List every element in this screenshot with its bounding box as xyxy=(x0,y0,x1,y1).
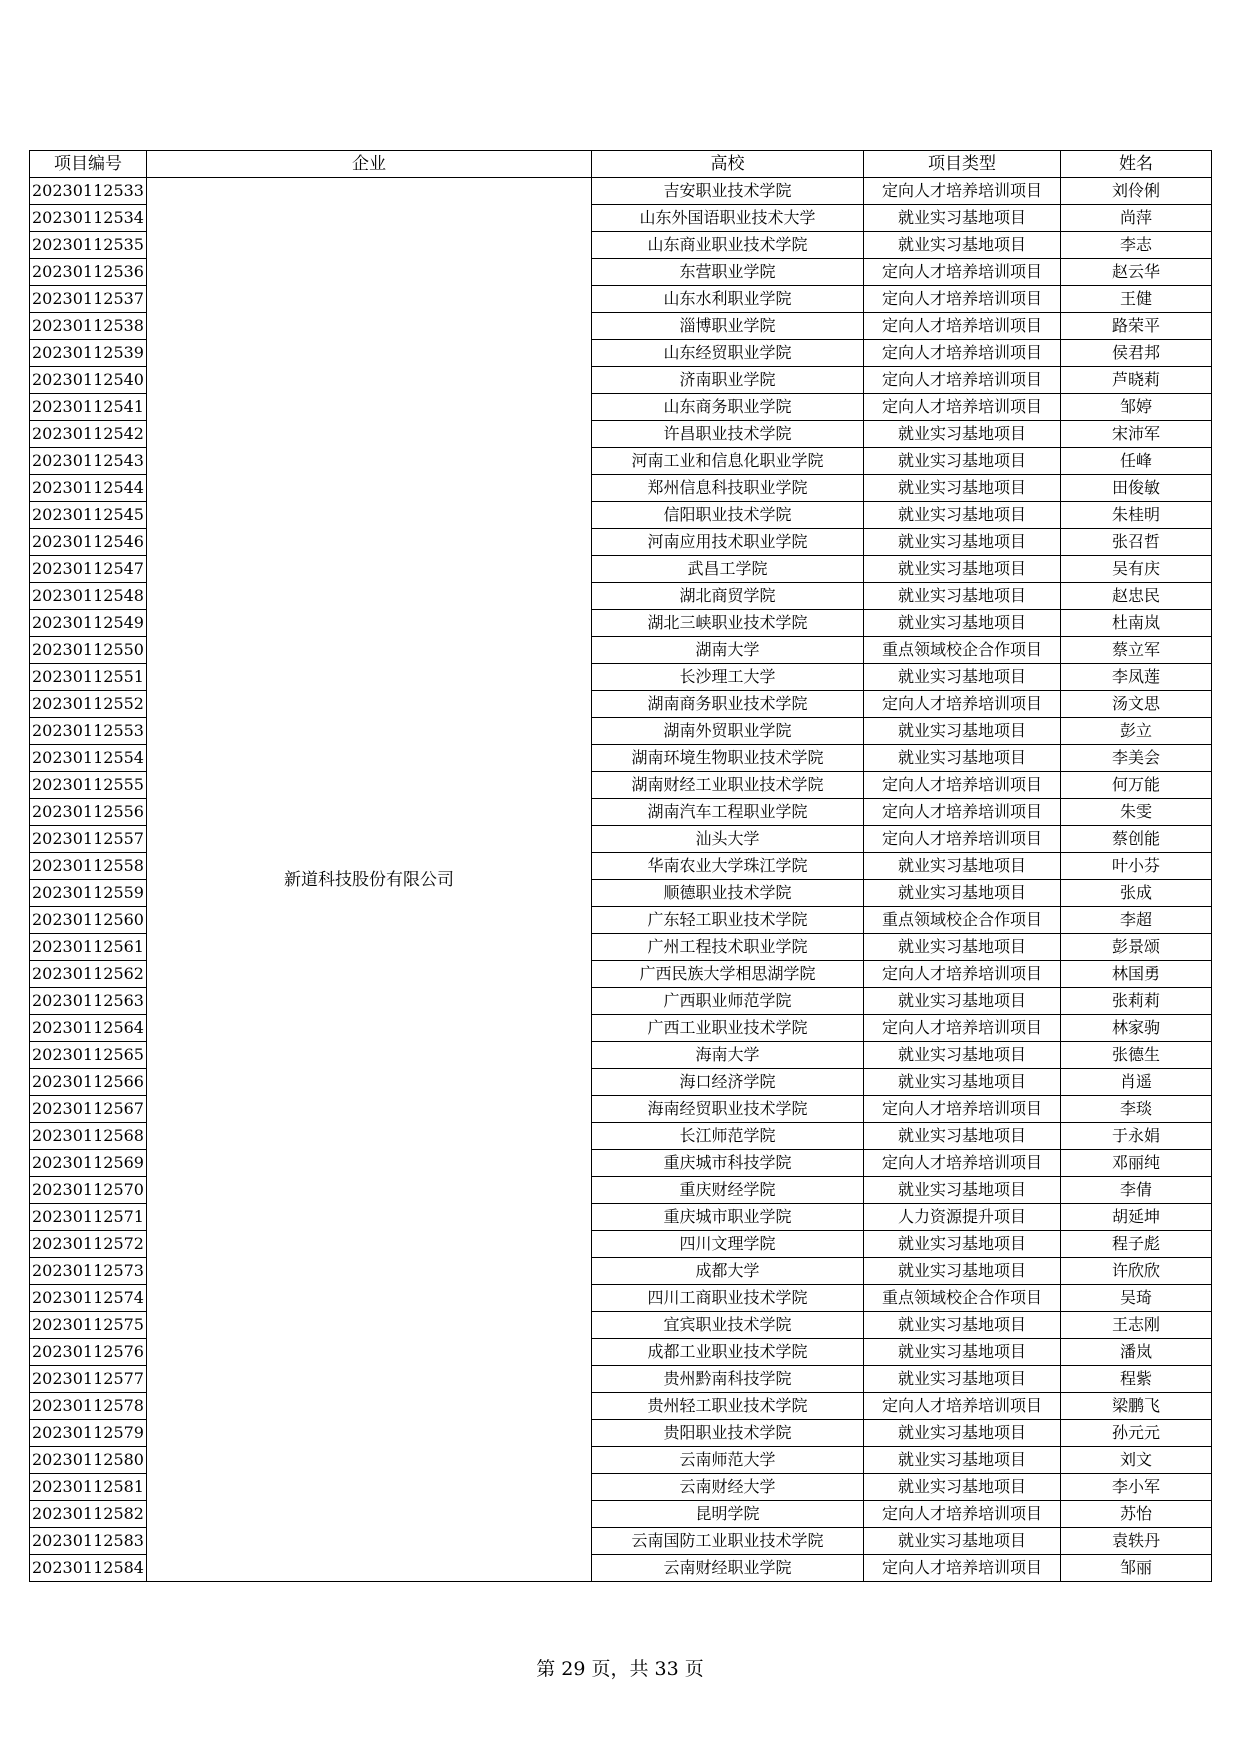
project-id-cell: 20230112559 xyxy=(30,880,147,907)
school-cell: 海口经济学院 xyxy=(592,1069,864,1096)
project-id-cell: 20230112571 xyxy=(30,1204,147,1231)
person-name-cell: 彭立 xyxy=(1061,718,1212,745)
school-cell: 四川工商职业技术学院 xyxy=(592,1285,864,1312)
project-id-cell: 20230112568 xyxy=(30,1123,147,1150)
school-cell: 东营职业学院 xyxy=(592,259,864,286)
school-cell: 云南财经大学 xyxy=(592,1474,864,1501)
person-name-cell: 肖遥 xyxy=(1061,1069,1212,1096)
project-id-cell: 20230112551 xyxy=(30,664,147,691)
person-name-cell: 张莉莉 xyxy=(1061,988,1212,1015)
person-name-cell: 许欣欣 xyxy=(1061,1258,1212,1285)
project-type-cell: 就业实习基地项目 xyxy=(864,1123,1061,1150)
project-id-cell: 20230112554 xyxy=(30,745,147,772)
project-type-cell: 就业实习基地项目 xyxy=(864,1042,1061,1069)
header-name: 姓名 xyxy=(1061,151,1212,178)
header-company: 企业 xyxy=(147,151,592,178)
person-name-cell: 李凤莲 xyxy=(1061,664,1212,691)
project-type-cell: 重点领域校企合作项目 xyxy=(864,907,1061,934)
project-id-cell: 20230112583 xyxy=(30,1528,147,1555)
person-name-cell: 潘岚 xyxy=(1061,1339,1212,1366)
project-id-cell: 20230112564 xyxy=(30,1015,147,1042)
project-type-cell: 定向人才培养培训项目 xyxy=(864,1015,1061,1042)
project-type-cell: 定向人才培养培训项目 xyxy=(864,799,1061,826)
school-cell: 武昌工学院 xyxy=(592,556,864,583)
project-type-cell: 人力资源提升项目 xyxy=(864,1204,1061,1231)
project-id-cell: 20230112569 xyxy=(30,1150,147,1177)
school-cell: 广州工程技术职业学院 xyxy=(592,934,864,961)
person-name-cell: 李超 xyxy=(1061,907,1212,934)
school-cell: 重庆城市科技学院 xyxy=(592,1150,864,1177)
school-cell: 海南大学 xyxy=(592,1042,864,1069)
school-cell: 广西民族大学相思湖学院 xyxy=(592,961,864,988)
table-body xyxy=(30,178,1212,1582)
person-name-cell: 田俊敏 xyxy=(1061,475,1212,502)
person-name-cell: 赵云华 xyxy=(1061,259,1212,286)
project-type-cell: 就业实习基地项目 xyxy=(864,988,1061,1015)
project-table xyxy=(29,150,1212,1582)
project-type-cell: 定向人才培养培训项目 xyxy=(864,1150,1061,1177)
project-id-cell: 20230112561 xyxy=(30,934,147,961)
project-type-cell: 定向人才培养培训项目 xyxy=(864,772,1061,799)
project-id-cell: 20230112584 xyxy=(30,1555,147,1582)
person-name-cell: 汤文思 xyxy=(1061,691,1212,718)
project-id-cell: 20230112582 xyxy=(30,1501,147,1528)
project-id-cell: 20230112553 xyxy=(30,718,147,745)
table-header-row xyxy=(30,151,1212,178)
project-id-cell: 20230112558 xyxy=(30,853,147,880)
project-id-cell: 20230112555 xyxy=(30,772,147,799)
person-name-cell: 朱雯 xyxy=(1061,799,1212,826)
school-cell: 广西职业师范学院 xyxy=(592,988,864,1015)
project-type-cell: 就业实习基地项目 xyxy=(864,205,1061,232)
person-name-cell: 赵忠民 xyxy=(1061,583,1212,610)
project-type-cell: 就业实习基地项目 xyxy=(864,853,1061,880)
person-name-cell: 张召哲 xyxy=(1061,529,1212,556)
table-row xyxy=(30,178,1212,205)
person-name-cell: 杜南岚 xyxy=(1061,610,1212,637)
project-id-cell: 20230112565 xyxy=(30,1042,147,1069)
school-cell: 山东商业职业技术学院 xyxy=(592,232,864,259)
project-id-cell: 20230112567 xyxy=(30,1096,147,1123)
project-id-cell: 20230112552 xyxy=(30,691,147,718)
person-name-cell: 孙元元 xyxy=(1061,1420,1212,1447)
school-cell: 信阳职业技术学院 xyxy=(592,502,864,529)
project-id-cell: 20230112557 xyxy=(30,826,147,853)
school-cell: 山东经贸职业学院 xyxy=(592,340,864,367)
project-type-cell: 就业实习基地项目 xyxy=(864,610,1061,637)
person-name-cell: 张德生 xyxy=(1061,1042,1212,1069)
person-name-cell: 李美会 xyxy=(1061,745,1212,772)
person-name-cell: 程子彪 xyxy=(1061,1231,1212,1258)
project-type-cell: 就业实习基地项目 xyxy=(864,1069,1061,1096)
project-type-cell: 定向人才培养培训项目 xyxy=(864,1096,1061,1123)
person-name-cell: 王志刚 xyxy=(1061,1312,1212,1339)
project-type-cell: 就业实习基地项目 xyxy=(864,232,1061,259)
project-id-cell: 20230112573 xyxy=(30,1258,147,1285)
person-name-cell: 刘文 xyxy=(1061,1447,1212,1474)
person-name-cell: 吴有庆 xyxy=(1061,556,1212,583)
project-id-cell: 20230112535 xyxy=(30,232,147,259)
school-cell: 湖南大学 xyxy=(592,637,864,664)
school-cell: 云南财经职业学院 xyxy=(592,1555,864,1582)
project-id-cell: 20230112544 xyxy=(30,475,147,502)
project-id-cell: 20230112538 xyxy=(30,313,147,340)
project-id-cell: 20230112574 xyxy=(30,1285,147,1312)
project-type-cell: 就业实习基地项目 xyxy=(864,1528,1061,1555)
project-type-cell: 就业实习基地项目 xyxy=(864,1474,1061,1501)
project-id-cell: 20230112537 xyxy=(30,286,147,313)
person-name-cell: 尚萍 xyxy=(1061,205,1212,232)
project-id-cell: 20230112566 xyxy=(30,1069,147,1096)
school-cell: 广东轻工职业技术学院 xyxy=(592,907,864,934)
school-cell: 湖南环境生物职业技术学院 xyxy=(592,745,864,772)
company-cell: 新道科技股份有限公司 xyxy=(147,178,592,1582)
project-id-cell: 20230112562 xyxy=(30,961,147,988)
project-type-cell: 重点领域校企合作项目 xyxy=(864,637,1061,664)
person-name-cell: 邹丽 xyxy=(1061,1555,1212,1582)
project-type-cell: 就业实习基地项目 xyxy=(864,718,1061,745)
school-cell: 湖南商务职业技术学院 xyxy=(592,691,864,718)
person-name-cell: 蔡立军 xyxy=(1061,637,1212,664)
project-id-cell: 20230112545 xyxy=(30,502,147,529)
project-id-cell: 20230112548 xyxy=(30,583,147,610)
person-name-cell: 苏怡 xyxy=(1061,1501,1212,1528)
school-cell: 宜宾职业技术学院 xyxy=(592,1312,864,1339)
school-cell: 顺德职业技术学院 xyxy=(592,880,864,907)
school-cell: 广西工业职业技术学院 xyxy=(592,1015,864,1042)
project-type-cell: 就业实习基地项目 xyxy=(864,880,1061,907)
person-name-cell: 叶小芬 xyxy=(1061,853,1212,880)
school-cell: 昆明学院 xyxy=(592,1501,864,1528)
school-cell: 湖北三峡职业技术学院 xyxy=(592,610,864,637)
person-name-cell: 程紫 xyxy=(1061,1366,1212,1393)
project-type-cell: 就业实习基地项目 xyxy=(864,1258,1061,1285)
project-type-cell: 就业实习基地项目 xyxy=(864,745,1061,772)
project-type-cell: 定向人才培养培训项目 xyxy=(864,340,1061,367)
person-name-cell: 李志 xyxy=(1061,232,1212,259)
project-type-cell: 定向人才培养培训项目 xyxy=(864,1393,1061,1420)
project-type-cell: 就业实习基地项目 xyxy=(864,1339,1061,1366)
project-id-cell: 20230112546 xyxy=(30,529,147,556)
school-cell: 湖南汽车工程职业学院 xyxy=(592,799,864,826)
project-type-cell: 定向人才培养培训项目 xyxy=(864,259,1061,286)
project-id-cell: 20230112576 xyxy=(30,1339,147,1366)
project-type-cell: 定向人才培养培训项目 xyxy=(864,961,1061,988)
project-type-cell: 定向人才培养培训项目 xyxy=(864,1555,1061,1582)
school-cell: 贵州轻工职业技术学院 xyxy=(592,1393,864,1420)
project-type-cell: 定向人才培养培训项目 xyxy=(864,178,1061,205)
person-name-cell: 李琰 xyxy=(1061,1096,1212,1123)
project-id-cell: 20230112556 xyxy=(30,799,147,826)
project-id-cell: 20230112547 xyxy=(30,556,147,583)
project-type-cell: 就业实习基地项目 xyxy=(864,1447,1061,1474)
project-type-cell: 定向人才培养培训项目 xyxy=(864,286,1061,313)
school-cell: 许昌职业技术学院 xyxy=(592,421,864,448)
school-cell: 贵阳职业技术学院 xyxy=(592,1420,864,1447)
school-cell: 河南应用技术职业学院 xyxy=(592,529,864,556)
school-cell: 吉安职业技术学院 xyxy=(592,178,864,205)
person-name-cell: 林家驹 xyxy=(1061,1015,1212,1042)
person-name-cell: 李小军 xyxy=(1061,1474,1212,1501)
project-type-cell: 就业实习基地项目 xyxy=(864,1312,1061,1339)
project-id-cell: 20230112540 xyxy=(30,367,147,394)
project-type-cell: 就业实习基地项目 xyxy=(864,448,1061,475)
project-id-cell: 20230112570 xyxy=(30,1177,147,1204)
school-cell: 贵州黔南科技学院 xyxy=(592,1366,864,1393)
project-type-cell: 重点领域校企合作项目 xyxy=(864,1285,1061,1312)
school-cell: 湖南财经工业职业技术学院 xyxy=(592,772,864,799)
school-cell: 海南经贸职业技术学院 xyxy=(592,1096,864,1123)
school-cell: 长沙理工大学 xyxy=(592,664,864,691)
school-cell: 湖南外贸职业学院 xyxy=(592,718,864,745)
person-name-cell: 林国勇 xyxy=(1061,961,1212,988)
project-type-cell: 就业实习基地项目 xyxy=(864,664,1061,691)
project-type-cell: 就业实习基地项目 xyxy=(864,502,1061,529)
person-name-cell: 蔡创能 xyxy=(1061,826,1212,853)
person-name-cell: 路荣平 xyxy=(1061,313,1212,340)
school-cell: 重庆城市职业学院 xyxy=(592,1204,864,1231)
school-cell: 重庆财经学院 xyxy=(592,1177,864,1204)
project-type-cell: 就业实习基地项目 xyxy=(864,934,1061,961)
person-name-cell: 宋沛军 xyxy=(1061,421,1212,448)
project-type-cell: 就业实习基地项目 xyxy=(864,1366,1061,1393)
person-name-cell: 侯君邦 xyxy=(1061,340,1212,367)
project-type-cell: 就业实习基地项目 xyxy=(864,1177,1061,1204)
project-type-cell: 就业实习基地项目 xyxy=(864,1420,1061,1447)
project-type-cell: 定向人才培养培训项目 xyxy=(864,313,1061,340)
school-cell: 山东外国语职业技术大学 xyxy=(592,205,864,232)
project-id-cell: 20230112572 xyxy=(30,1231,147,1258)
project-type-cell: 就业实习基地项目 xyxy=(864,556,1061,583)
project-id-cell: 20230112578 xyxy=(30,1393,147,1420)
person-name-cell: 李倩 xyxy=(1061,1177,1212,1204)
person-name-cell: 胡延坤 xyxy=(1061,1204,1212,1231)
project-id-cell: 20230112539 xyxy=(30,340,147,367)
project-id-cell: 20230112533 xyxy=(30,178,147,205)
school-cell: 湖北商贸学院 xyxy=(592,583,864,610)
project-type-cell: 就业实习基地项目 xyxy=(864,529,1061,556)
header-project-id: 项目编号 xyxy=(30,151,147,178)
person-name-cell: 朱桂明 xyxy=(1061,502,1212,529)
school-cell: 山东水利职业学院 xyxy=(592,286,864,313)
person-name-cell: 邓丽纯 xyxy=(1061,1150,1212,1177)
project-type-cell: 就业实习基地项目 xyxy=(864,1231,1061,1258)
school-cell: 四川文理学院 xyxy=(592,1231,864,1258)
page-number: 第 29 页，共 33 页 xyxy=(536,1658,704,1680)
project-id-cell: 20230112541 xyxy=(30,394,147,421)
person-name-cell: 于永娟 xyxy=(1061,1123,1212,1150)
school-cell: 云南师范大学 xyxy=(592,1447,864,1474)
project-id-cell: 20230112575 xyxy=(30,1312,147,1339)
header-project-type: 项目类型 xyxy=(864,151,1061,178)
project-type-cell: 就业实习基地项目 xyxy=(864,475,1061,502)
school-cell: 河南工业和信息化职业学院 xyxy=(592,448,864,475)
project-type-cell: 就业实习基地项目 xyxy=(864,583,1061,610)
project-id-cell: 20230112581 xyxy=(30,1474,147,1501)
project-type-cell: 定向人才培养培训项目 xyxy=(864,1501,1061,1528)
school-cell: 济南职业学院 xyxy=(592,367,864,394)
person-name-cell: 任峰 xyxy=(1061,448,1212,475)
person-name-cell: 刘伶俐 xyxy=(1061,178,1212,205)
person-name-cell: 王健 xyxy=(1061,286,1212,313)
project-type-cell: 定向人才培养培训项目 xyxy=(864,367,1061,394)
project-type-cell: 定向人才培养培训项目 xyxy=(864,691,1061,718)
school-cell: 山东商务职业学院 xyxy=(592,394,864,421)
person-name-cell: 张成 xyxy=(1061,880,1212,907)
project-id-cell: 20230112549 xyxy=(30,610,147,637)
project-id-cell: 20230112563 xyxy=(30,988,147,1015)
person-name-cell: 何万能 xyxy=(1061,772,1212,799)
project-id-cell: 20230112534 xyxy=(30,205,147,232)
project-id-cell: 20230112536 xyxy=(30,259,147,286)
school-cell: 华南农业大学珠江学院 xyxy=(592,853,864,880)
person-name-cell: 芦晓莉 xyxy=(1061,367,1212,394)
school-cell: 长江师范学院 xyxy=(592,1123,864,1150)
header-school: 高校 xyxy=(592,151,864,178)
person-name-cell: 梁鹏飞 xyxy=(1061,1393,1212,1420)
person-name-cell: 吴琦 xyxy=(1061,1285,1212,1312)
person-name-cell: 邹婷 xyxy=(1061,394,1212,421)
project-type-cell: 定向人才培养培训项目 xyxy=(864,826,1061,853)
project-id-cell: 20230112543 xyxy=(30,448,147,475)
school-cell: 郑州信息科技职业学院 xyxy=(592,475,864,502)
project-id-cell: 20230112542 xyxy=(30,421,147,448)
school-cell: 汕头大学 xyxy=(592,826,864,853)
school-cell: 成都工业职业技术学院 xyxy=(592,1339,864,1366)
school-cell: 成都大学 xyxy=(592,1258,864,1285)
person-name-cell: 彭景颂 xyxy=(1061,934,1212,961)
project-type-cell: 就业实习基地项目 xyxy=(864,421,1061,448)
project-id-cell: 20230112560 xyxy=(30,907,147,934)
project-id-cell: 20230112579 xyxy=(30,1420,147,1447)
school-cell: 云南国防工业职业技术学院 xyxy=(592,1528,864,1555)
project-id-cell: 20230112550 xyxy=(30,637,147,664)
project-id-cell: 20230112580 xyxy=(30,1447,147,1474)
project-id-cell: 20230112577 xyxy=(30,1366,147,1393)
person-name-cell: 袁轶丹 xyxy=(1061,1528,1212,1555)
project-type-cell: 定向人才培养培训项目 xyxy=(864,394,1061,421)
school-cell: 淄博职业学院 xyxy=(592,313,864,340)
